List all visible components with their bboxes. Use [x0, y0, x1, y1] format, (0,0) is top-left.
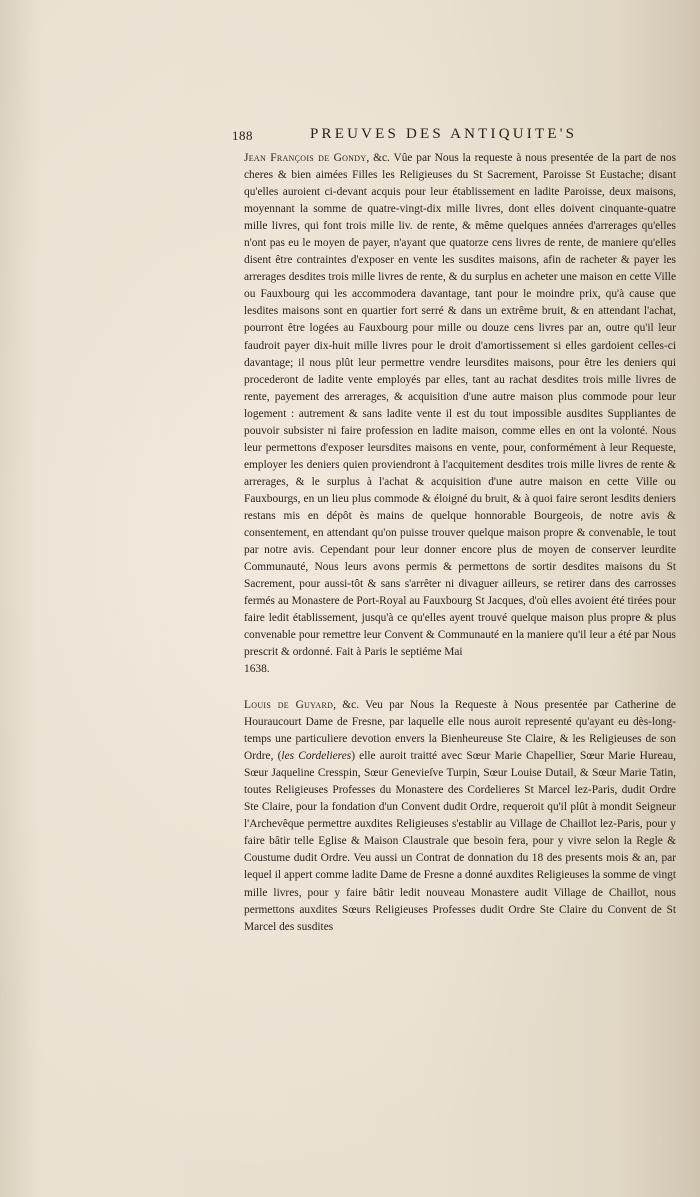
paragraph-lead-name: Louis de Guyard [244, 699, 334, 711]
paragraph-gondy [244, 150, 676, 678]
paragraph-guyard [244, 697, 676, 936]
page-header [232, 126, 682, 148]
paragraph-body: , &c. Vûe par Nous la requeste à nous presentée de la part de nos cheres & bien aimées Filles les Religieuses du St Sacrement, Paroisse St Eustache; disant qu'elles auroient ci-devant acquis pour leur établissement en ladite Paroisse, deux maisons, moyennant la somme de quatre-vingt-dix mille livres, dont elles doivent cinquante-quatre mille livres, qui font trois mille liv. de rente, & même quelques années d'arrerages qu'elles n'ont pas eu le moyen de payer, n'ayant que quatorze cens livres de rente, de maniere qu'elles disent être contraintes d'exposer en vente les susdites maisons, afin de racheter & payer les arrerages desdites trois mille livres de rente, & du surplus en acheter une maison en cette Ville ou Fauxbourg qui les accommodera davantage, tant pour le moindre prix, qu'à cause que lesdites maisons sont en quartier fort serré & dans un extrême bruit, & en attendant l'achat, pourront être logées au Fauxbourg pour mille ou douze cens livres par an, outre qu'il leur faudroit payer dix-huit mille livres pour le droit d'amortissement si elles gardoient celles-ci davantage; il nous plût leur permettre vendre leursdites maisons, pour être les deniers qui procederont de ladite vente employés par elles, tant au rachat desdites trois mille livres de rente, payement des arrerages, & acquisition d'une autre maison plus commode pour leur logement : autrement & sans ladite vente il est du tout impossible ausdites Suppliantes de pouvoir subsister ni faire profession en ladite maison, comme elles en ont la volonté. Nous leur permettons d'exposer leursdites maisons en vente, pour, conformément à leur Requeste, employer les deniers quien proviendront à l'acquitement desdites trois mille livres de rente & arrerages, & le surplus à l'achat & acquisition d'une autre maison en cette Ville ou Fauxbourgs, en un lieu plus commode & éloigné du bruit, & à quoi faire seront lesdits deniers restans mis en dépôt ès mains de quelque honnorable Bourgeois, de notre avis & consentement, en attendant qu'on puisse trouver quelque maison propre & convenable, le tout par notre avis. Cependant pour leur donner encore plus de moyen de conserver leurdite Communauté, Nous leurs avons permis & permettons de sortir desdites maisons du St Sacrement, pour aussi-tôt & sans s'arrêter ni divaguer ailleurs, se retirer dans des carrosses fermés au Monastere de Port-Royal au Fauxbourg St Jacques, d'où elles avoient été tirées pour faire ledit établissement, jusqu'à ce qu'elles ayent trouvé quelque maison plus propre & plus convenable pour remettre leur Convent & Communauté en la maniere qu'il leur a été par Nous prescrit & ordonné. Fait à Paris le septiéme Mai [244, 152, 676, 659]
paragraph-italic-note: les Cordelieres [281, 750, 352, 763]
paragraph-body: , &c. Veu par Nous la Requeste à Nous presentée par Catherine de Houraucourt Dame de Fresne, par laquelle elle nous auroit representé qu'ayant eu dès-long-temps une particuliere devotion envers la Bienheureuse Ste Claire, & les Religieuses de son Ordre, ( [244, 699, 676, 763]
paragraph-text [244, 697, 676, 936]
paragraph-date: 1638. [244, 663, 270, 676]
paragraph-lead-name: Jean François de Gondy [244, 152, 367, 164]
page-number: 188 [232, 128, 253, 143]
paragraph-text [244, 150, 676, 678]
paragraph-body-continued: ) elle auroit traitté avec Sœur Marie Chapellier, Sœur Marie Hureau, Sœur Jaqueline Cresspin, Sœur Genevieſve Turpin, Sœur Louise Dutail, & Sœur Marie Tatin, toutes Religieuses Professes du Monastere des Cordelieres St Marcel lez-Paris, dudit Ordre Ste Claire, pour la fondation d'un Convent dudit Ordre, requeroit qu'il plût à mondit Seigneur l'Archevêque permettre auxdites Religieuses s'establir au Village de Chaillot lez-Paris, pour y faire bâtir telle Eglise & Maison Claustrale que besoin fera, pour y vivre selon la Regle & Coustume dudit Ordre. Veu aussi un Contrat de donnation du 18 des presents mois & an, par lequel il appert comme ladite Dame de Fresne a donné auxdites Religieuses la somme de vingt mille livres, pour y faire bâtir ledit nouveau Monastere audit Village de Chaillot, nous permettons auxdites Sœurs Religieuses Professes dudit Ordre Ste Claire du Convent de St Marcel des susdites [244, 750, 676, 933]
running-title: PREUVES DES ANTIQUITE'S [310, 126, 578, 142]
